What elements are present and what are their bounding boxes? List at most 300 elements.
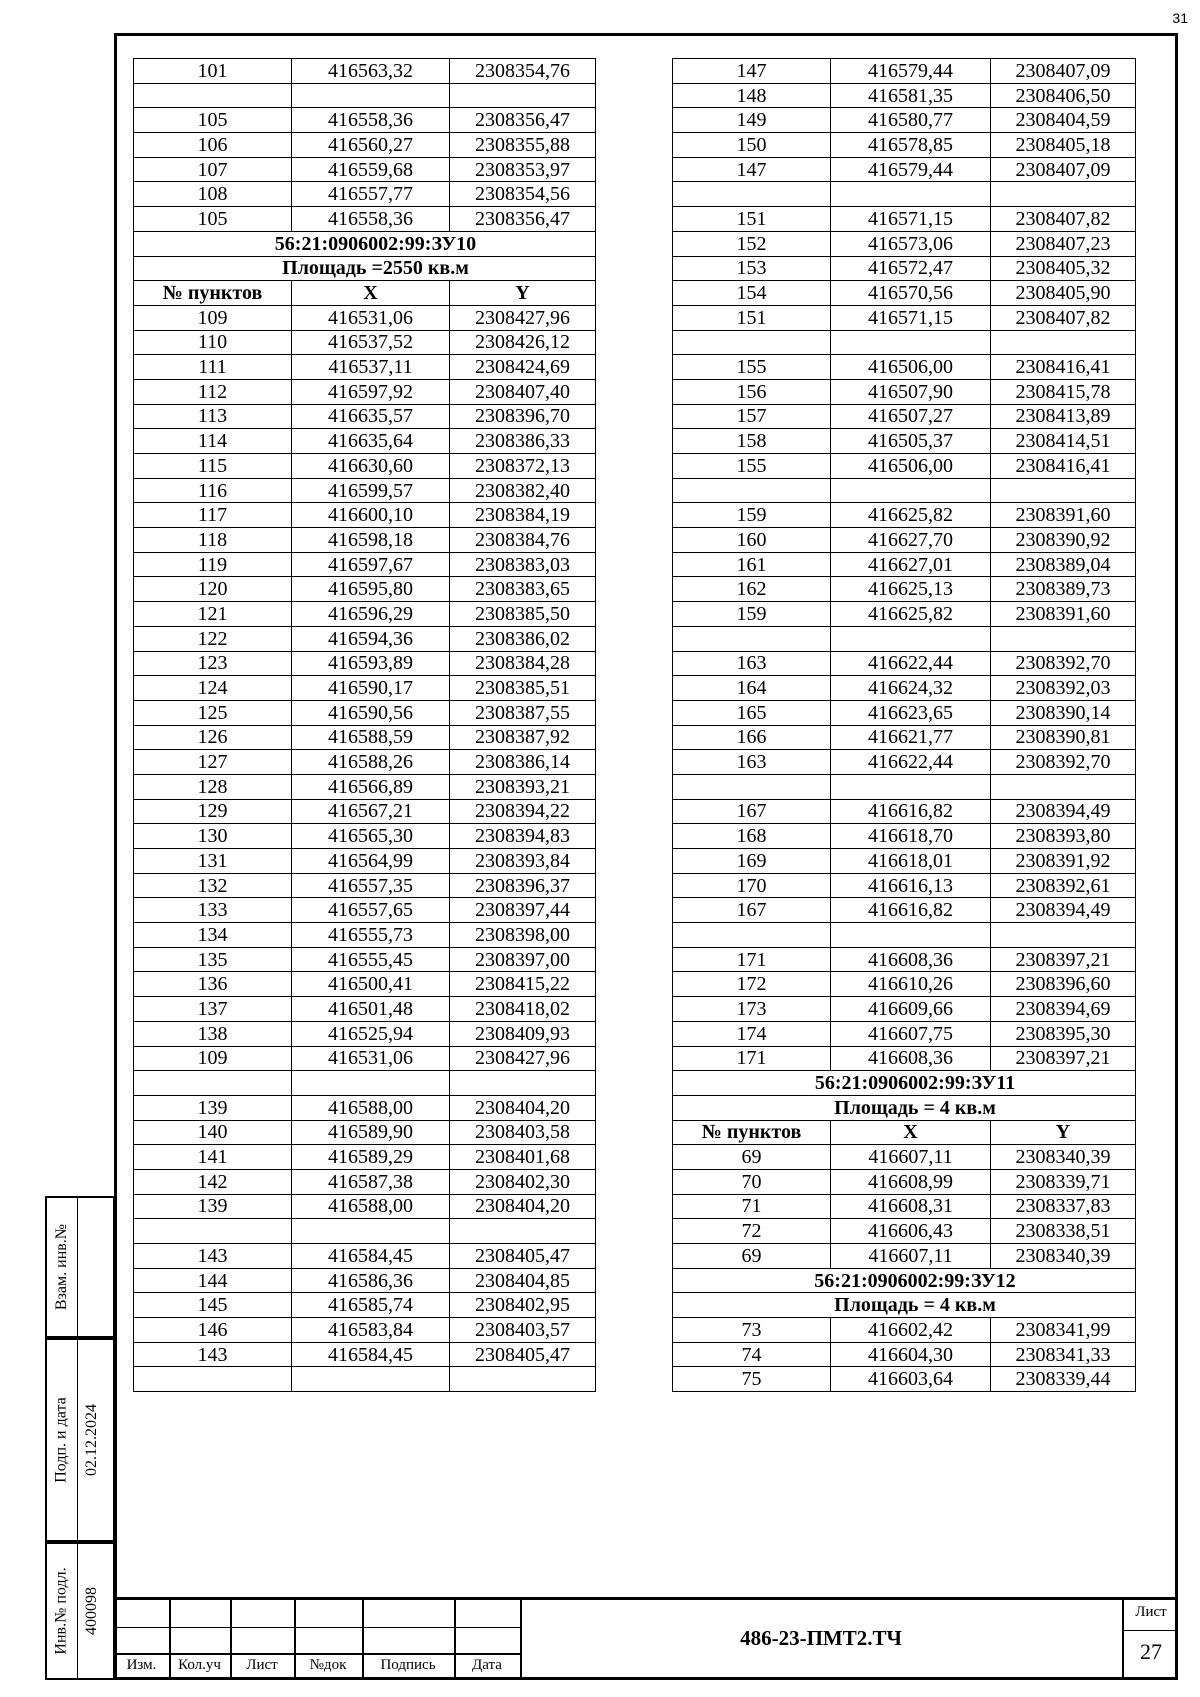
x-coordinate-cell: 416564,99 [292, 849, 450, 874]
point-number-cell: 116 [134, 478, 292, 503]
x-coordinate-cell [292, 1071, 450, 1096]
x-coordinate-cell: 416590,17 [292, 676, 450, 701]
y-coordinate-cell: 2308394,49 [991, 898, 1136, 923]
points-header: № пунктов [673, 1120, 831, 1145]
coordinate-row [673, 379, 1136, 404]
point-number-cell: 74 [673, 1342, 831, 1367]
point-number-cell: 73 [673, 1318, 831, 1343]
y-coordinate-cell: 2308404,20 [450, 1095, 596, 1120]
point-number-cell: 171 [673, 1046, 831, 1071]
x-coordinate-cell: 416622,44 [831, 651, 991, 676]
y-coordinate-cell: 2308404,85 [450, 1268, 596, 1293]
blank-row [673, 774, 1136, 799]
point-number-cell: 122 [134, 626, 292, 651]
y-coordinate-cell: 2308413,89 [991, 404, 1136, 429]
coordinate-row [673, 231, 1136, 256]
y-coordinate-cell: 2308341,33 [991, 1342, 1136, 1367]
coordinate-row [134, 824, 596, 849]
point-number-cell: 162 [673, 577, 831, 602]
x-coordinate-cell: 416531,06 [292, 1046, 450, 1071]
y-coordinate-cell: 2308393,84 [450, 849, 596, 874]
coordinate-row [673, 799, 1136, 824]
y-coordinate-cell: 2308387,92 [450, 725, 596, 750]
coordinate-row [134, 1169, 596, 1194]
y-coordinate-cell: 2308416,41 [991, 355, 1136, 380]
coordinate-row [134, 1145, 596, 1170]
x-coordinate-cell [831, 923, 991, 948]
x-coordinate-cell: 416584,45 [292, 1342, 450, 1367]
parcel-title-row [673, 1095, 1136, 1120]
parcel-title-row [673, 1268, 1136, 1293]
x-coordinate-cell: 416630,60 [292, 454, 450, 479]
y-coordinate-cell: 2308407,82 [991, 207, 1136, 232]
coordinate-row [134, 1318, 596, 1343]
x-coordinate-cell: 416500,41 [292, 972, 450, 997]
point-number-cell: 110 [134, 330, 292, 355]
x-header: X [292, 281, 450, 306]
coordinate-row [673, 429, 1136, 454]
x-coordinate-cell: 416505,37 [831, 429, 991, 454]
point-number-cell: 125 [134, 700, 292, 725]
coordinate-row [673, 700, 1136, 725]
point-number-cell: 127 [134, 750, 292, 775]
x-coordinate-cell: 416603,64 [831, 1367, 991, 1392]
x-coordinate-cell: 416595,80 [292, 577, 450, 602]
coordinate-row [134, 923, 596, 948]
point-number-cell: 163 [673, 750, 831, 775]
point-number-cell: 166 [673, 725, 831, 750]
x-coordinate-cell: 416589,90 [292, 1120, 450, 1145]
coordinate-row [673, 355, 1136, 380]
point-number-cell: 164 [673, 676, 831, 701]
x-coordinate-cell [292, 83, 450, 108]
x-coordinate-cell: 416587,38 [292, 1169, 450, 1194]
y-coordinate-cell: 2308426,12 [450, 330, 596, 355]
y-coordinate-cell: 2308403,57 [450, 1318, 596, 1343]
point-number-cell: 168 [673, 824, 831, 849]
x-coordinate-cell: 416604,30 [831, 1342, 991, 1367]
point-number-cell: 139 [134, 1194, 292, 1219]
x-coordinate-cell: 416507,27 [831, 404, 991, 429]
point-number-cell: 160 [673, 528, 831, 553]
point-number-cell: 173 [673, 997, 831, 1022]
coordinate-row [673, 997, 1136, 1022]
y-coordinate-cell: 2308401,68 [450, 1145, 596, 1170]
x-coordinate-cell: 416602,42 [831, 1318, 991, 1343]
coordinate-row [673, 59, 1136, 84]
coordinate-row [134, 1120, 596, 1145]
y-coordinate-cell [991, 774, 1136, 799]
y-coordinate-cell: 2308407,23 [991, 231, 1136, 256]
y-coordinate-cell: 2308398,00 [450, 923, 596, 948]
coordinate-row [134, 676, 596, 701]
coordinate-row [134, 972, 596, 997]
coordinate-row [673, 750, 1136, 775]
point-number-cell: 113 [134, 404, 292, 429]
coordinate-row [673, 281, 1136, 306]
y-coordinate-cell: 2308356,47 [450, 108, 596, 133]
point-number-cell: 165 [673, 700, 831, 725]
coordinate-row [134, 577, 596, 602]
coordinate-row [673, 725, 1136, 750]
y-coordinate-cell: 2308354,56 [450, 182, 596, 207]
x-coordinate-cell: 416571,15 [831, 305, 991, 330]
col-list-label: Лист [246, 1657, 278, 1673]
coordinate-row [134, 429, 596, 454]
x-coordinate-cell: 416618,70 [831, 824, 991, 849]
y-coordinate-cell: 2308392,61 [991, 873, 1136, 898]
point-number-cell: 137 [134, 997, 292, 1022]
original-inventory-value: 400098 [83, 1587, 100, 1635]
point-number-cell: 114 [134, 429, 292, 454]
point-number-cell: 111 [134, 355, 292, 380]
y-coordinate-cell: 2308397,21 [991, 1046, 1136, 1071]
point-number-cell [673, 774, 831, 799]
y-header: Y [991, 1120, 1136, 1145]
coordinate-row [134, 59, 596, 84]
coordinate-row [134, 305, 596, 330]
parcel-title-row [673, 1071, 1136, 1096]
y-coordinate-cell: 2308394,22 [450, 799, 596, 824]
point-number-cell [673, 626, 831, 651]
y-coordinate-cell: 2308405,18 [991, 133, 1136, 158]
point-number-cell: 119 [134, 552, 292, 577]
col-data-label: Дата [472, 1657, 502, 1673]
original-inventory-label: Инв.№ подл. [53, 1567, 71, 1655]
point-number-cell: 151 [673, 207, 831, 232]
coordinate-row [673, 972, 1136, 997]
x-coordinate-cell: 416567,21 [292, 799, 450, 824]
x-header: X [831, 1120, 991, 1145]
blank-row [673, 330, 1136, 355]
point-number-cell: 155 [673, 454, 831, 479]
x-coordinate-cell: 416557,65 [292, 898, 450, 923]
point-number-cell: 153 [673, 256, 831, 281]
x-coordinate-cell: 416593,89 [292, 651, 450, 676]
point-number-cell: 69 [673, 1145, 831, 1170]
x-coordinate-cell: 416579,44 [831, 59, 991, 84]
coordinates-table-left [133, 58, 596, 1392]
parcel-title: 56:21:0906002:99:ЗУ11 [673, 1071, 1136, 1096]
coordinate-row [134, 330, 596, 355]
x-coordinate-cell: 416625,82 [831, 602, 991, 627]
point-number-cell: 112 [134, 379, 292, 404]
point-number-cell: 155 [673, 355, 831, 380]
y-coordinate-cell: 2308392,03 [991, 676, 1136, 701]
coordinate-row [673, 898, 1136, 923]
y-coordinate-cell [991, 182, 1136, 207]
point-number-cell: 131 [134, 849, 292, 874]
x-coordinate-cell: 416578,85 [831, 133, 991, 158]
x-coordinate-cell: 416560,27 [292, 133, 450, 158]
point-number-cell: 130 [134, 824, 292, 849]
x-coordinate-cell: 416607,75 [831, 1021, 991, 1046]
coordinate-row [673, 1046, 1136, 1071]
coordinate-row [134, 528, 596, 553]
point-number-cell: 163 [673, 651, 831, 676]
x-coordinate-cell: 416610,26 [831, 972, 991, 997]
y-coordinate-cell: 2308397,44 [450, 898, 596, 923]
point-number-cell: 107 [134, 157, 292, 182]
x-coordinate-cell: 416606,43 [831, 1219, 991, 1244]
y-coordinate-cell: 2308340,39 [991, 1145, 1136, 1170]
x-coordinate-cell: 416506,00 [831, 355, 991, 380]
coordinate-row [673, 108, 1136, 133]
y-coordinate-cell: 2308337,83 [991, 1194, 1136, 1219]
point-number-cell: 147 [673, 59, 831, 84]
coordinate-row [673, 133, 1136, 158]
point-number-cell: 135 [134, 947, 292, 972]
coordinate-row [673, 503, 1136, 528]
point-number-cell: 144 [134, 1268, 292, 1293]
document-code: 486-23-ПМТ2.ТЧ [740, 1626, 902, 1650]
y-coordinate-cell: 2308338,51 [991, 1219, 1136, 1244]
y-coordinate-cell [450, 1367, 596, 1392]
column-header-row [134, 281, 596, 306]
x-coordinate-cell: 416566,89 [292, 774, 450, 799]
point-number-cell: 172 [673, 972, 831, 997]
y-coordinate-cell: 2308384,76 [450, 528, 596, 553]
coordinate-row [673, 1219, 1136, 1244]
x-coordinate-cell: 416579,44 [831, 157, 991, 182]
x-coordinate-cell: 416627,01 [831, 552, 991, 577]
point-number-cell: 139 [134, 1095, 292, 1120]
x-coordinate-cell: 416583,84 [292, 1318, 450, 1343]
coordinate-row [134, 799, 596, 824]
point-number-cell: 132 [134, 873, 292, 898]
x-coordinate-cell: 416501,48 [292, 997, 450, 1022]
y-coordinate-cell: 2308391,60 [991, 503, 1136, 528]
point-number-cell: 123 [134, 651, 292, 676]
y-coordinate-cell: 2308390,81 [991, 725, 1136, 750]
y-coordinate-cell: 2308414,51 [991, 429, 1136, 454]
parcel-title: Площадь =2550 кв.м [134, 256, 596, 281]
x-coordinate-cell: 416623,65 [831, 700, 991, 725]
y-coordinate-cell: 2308416,41 [991, 454, 1136, 479]
point-number-cell: 106 [134, 133, 292, 158]
y-coordinate-cell: 2308405,90 [991, 281, 1136, 306]
coordinate-row [673, 651, 1136, 676]
point-number-cell: 120 [134, 577, 292, 602]
coordinate-row [673, 1244, 1136, 1269]
point-number-cell: 118 [134, 528, 292, 553]
coordinate-row [673, 824, 1136, 849]
coordinate-row [673, 849, 1136, 874]
x-coordinate-cell: 416588,00 [292, 1194, 450, 1219]
point-number-cell: 141 [134, 1145, 292, 1170]
point-number-cell: 143 [134, 1244, 292, 1269]
title-block [114, 1597, 1178, 1680]
coordinate-row [134, 1046, 596, 1071]
point-number-cell [673, 182, 831, 207]
x-coordinate-cell: 416590,56 [292, 700, 450, 725]
replacement-inventory-field [45, 1196, 115, 1338]
x-coordinate-cell: 416588,00 [292, 1095, 450, 1120]
y-coordinate-cell: 2308402,95 [450, 1293, 596, 1318]
coordinates-table-right [672, 58, 1136, 1392]
point-number-cell: 105 [134, 207, 292, 232]
y-coordinate-cell: 2308390,92 [991, 528, 1136, 553]
coordinate-row [134, 108, 596, 133]
point-number-cell [673, 478, 831, 503]
y-coordinate-cell: 2308391,92 [991, 849, 1136, 874]
y-coordinate-cell: 2308427,96 [450, 1046, 596, 1071]
parcel-title: 56:21:0906002:99:ЗУ12 [673, 1268, 1136, 1293]
blank-row [134, 1219, 596, 1244]
y-coordinate-cell: 2308404,59 [991, 108, 1136, 133]
coordinate-row [673, 454, 1136, 479]
blank-row [673, 626, 1136, 651]
coordinate-row [673, 404, 1136, 429]
coordinate-row [134, 873, 596, 898]
blank-row [673, 182, 1136, 207]
point-number-cell: 158 [673, 429, 831, 454]
y-coordinate-cell: 2308339,71 [991, 1169, 1136, 1194]
x-coordinate-cell: 416608,36 [831, 947, 991, 972]
y-coordinate-cell: 2308407,40 [450, 379, 596, 404]
x-coordinate-cell: 416607,11 [831, 1244, 991, 1269]
y-coordinate-cell: 2308397,00 [450, 947, 596, 972]
x-coordinate-cell: 416627,70 [831, 528, 991, 553]
x-coordinate-cell: 416621,77 [831, 725, 991, 750]
coordinate-row [134, 1342, 596, 1367]
y-coordinate-cell [450, 1219, 596, 1244]
y-coordinate-cell: 2308395,30 [991, 1021, 1136, 1046]
y-coordinate-cell [450, 1071, 596, 1096]
page-number: 31 [1172, 10, 1188, 26]
point-number-cell: 174 [673, 1021, 831, 1046]
point-number-cell: 121 [134, 602, 292, 627]
point-number-cell: 154 [673, 281, 831, 306]
point-number-cell: 167 [673, 898, 831, 923]
x-coordinate-cell: 416507,90 [831, 379, 991, 404]
y-coordinate-cell: 2308356,47 [450, 207, 596, 232]
y-coordinate-cell: 2308405,47 [450, 1342, 596, 1367]
x-coordinate-cell: 416596,29 [292, 602, 450, 627]
y-coordinate-cell: 2308393,21 [450, 774, 596, 799]
x-coordinate-cell: 416557,77 [292, 182, 450, 207]
x-coordinate-cell: 416585,74 [292, 1293, 450, 1318]
point-number-cell: 159 [673, 503, 831, 528]
y-coordinate-cell: 2308415,78 [991, 379, 1136, 404]
point-number-cell: 150 [673, 133, 831, 158]
x-coordinate-cell: 416589,29 [292, 1145, 450, 1170]
point-number-cell [673, 923, 831, 948]
point-number-cell: 129 [134, 799, 292, 824]
x-coordinate-cell [831, 182, 991, 207]
coordinate-row [673, 256, 1136, 281]
x-coordinate-cell: 416607,11 [831, 1145, 991, 1170]
point-number-cell [673, 330, 831, 355]
y-coordinate-cell [991, 923, 1136, 948]
y-coordinate-cell: 2308405,32 [991, 256, 1136, 281]
y-coordinate-cell: 2308407,09 [991, 59, 1136, 84]
point-number-cell [134, 1219, 292, 1244]
y-coordinate-cell: 2308402,30 [450, 1169, 596, 1194]
coordinate-row [134, 182, 596, 207]
point-number-cell: 152 [673, 231, 831, 256]
coordinate-row [673, 1169, 1136, 1194]
point-number-cell: 117 [134, 503, 292, 528]
x-coordinate-cell: 416618,01 [831, 849, 991, 874]
point-number-cell [134, 1367, 292, 1392]
y-coordinate-cell: 2308404,20 [450, 1194, 596, 1219]
point-number-cell: 149 [673, 108, 831, 133]
y-coordinate-cell: 2308382,40 [450, 478, 596, 503]
coordinate-row [134, 947, 596, 972]
coordinate-row [134, 725, 596, 750]
coordinate-row [134, 133, 596, 158]
y-coordinate-cell: 2308424,69 [450, 355, 596, 380]
x-coordinate-cell: 416572,47 [831, 256, 991, 281]
x-coordinate-cell: 416584,45 [292, 1244, 450, 1269]
y-coordinate-cell: 2308418,02 [450, 997, 596, 1022]
parcel-title: Площадь = 4 кв.м [673, 1095, 1136, 1120]
x-coordinate-cell: 416624,32 [831, 676, 991, 701]
x-coordinate-cell: 416531,06 [292, 305, 450, 330]
x-coordinate-cell: 416558,36 [292, 108, 450, 133]
y-coordinate-cell: 2308415,22 [450, 972, 596, 997]
y-coordinate-cell: 2308409,93 [450, 1021, 596, 1046]
y-coordinate-cell: 2308341,99 [991, 1318, 1136, 1343]
coordinate-row [134, 651, 596, 676]
x-coordinate-cell: 416609,66 [831, 997, 991, 1022]
x-coordinate-cell: 416616,82 [831, 799, 991, 824]
coordinate-row [134, 602, 596, 627]
y-coordinate-cell: 2308339,44 [991, 1367, 1136, 1392]
x-coordinate-cell: 416597,92 [292, 379, 450, 404]
point-number-cell: 75 [673, 1367, 831, 1392]
y-coordinate-cell [991, 330, 1136, 355]
y-coordinate-cell: 2308427,96 [450, 305, 596, 330]
y-coordinate-cell: 2308386,14 [450, 750, 596, 775]
x-coordinate-cell: 416573,06 [831, 231, 991, 256]
x-coordinate-cell: 416588,59 [292, 725, 450, 750]
y-coordinate-cell: 2308393,80 [991, 824, 1136, 849]
x-coordinate-cell: 416559,68 [292, 157, 450, 182]
y-coordinate-cell: 2308387,55 [450, 700, 596, 725]
point-number-cell: 136 [134, 972, 292, 997]
point-number-cell: 71 [673, 1194, 831, 1219]
coordinate-row [134, 478, 596, 503]
point-number-cell: 128 [134, 774, 292, 799]
y-coordinate-cell: 2308392,70 [991, 651, 1136, 676]
point-number-cell: 169 [673, 849, 831, 874]
x-coordinate-cell: 416616,13 [831, 873, 991, 898]
coordinate-row [673, 207, 1136, 232]
blank-row [134, 83, 596, 108]
x-coordinate-cell: 416581,35 [831, 83, 991, 108]
y-coordinate-cell: 2308340,39 [991, 1244, 1136, 1269]
x-coordinate-cell: 416635,57 [292, 404, 450, 429]
coordinate-row [673, 947, 1136, 972]
y-coordinate-cell: 2308396,60 [991, 972, 1136, 997]
x-coordinate-cell: 416600,10 [292, 503, 450, 528]
parcel-title-row [673, 1293, 1136, 1318]
point-number-cell: 105 [134, 108, 292, 133]
point-number-cell: 124 [134, 676, 292, 701]
col-izm-label: Изм. [126, 1657, 157, 1673]
coordinate-row [134, 700, 596, 725]
point-number-cell: 170 [673, 873, 831, 898]
y-coordinate-cell: 2308383,65 [450, 577, 596, 602]
x-coordinate-cell: 416594,36 [292, 626, 450, 651]
coordinate-row [673, 1145, 1136, 1170]
point-number-cell: 140 [134, 1120, 292, 1145]
point-number-cell: 151 [673, 305, 831, 330]
coordinate-row [134, 454, 596, 479]
coordinate-row [134, 1293, 596, 1318]
